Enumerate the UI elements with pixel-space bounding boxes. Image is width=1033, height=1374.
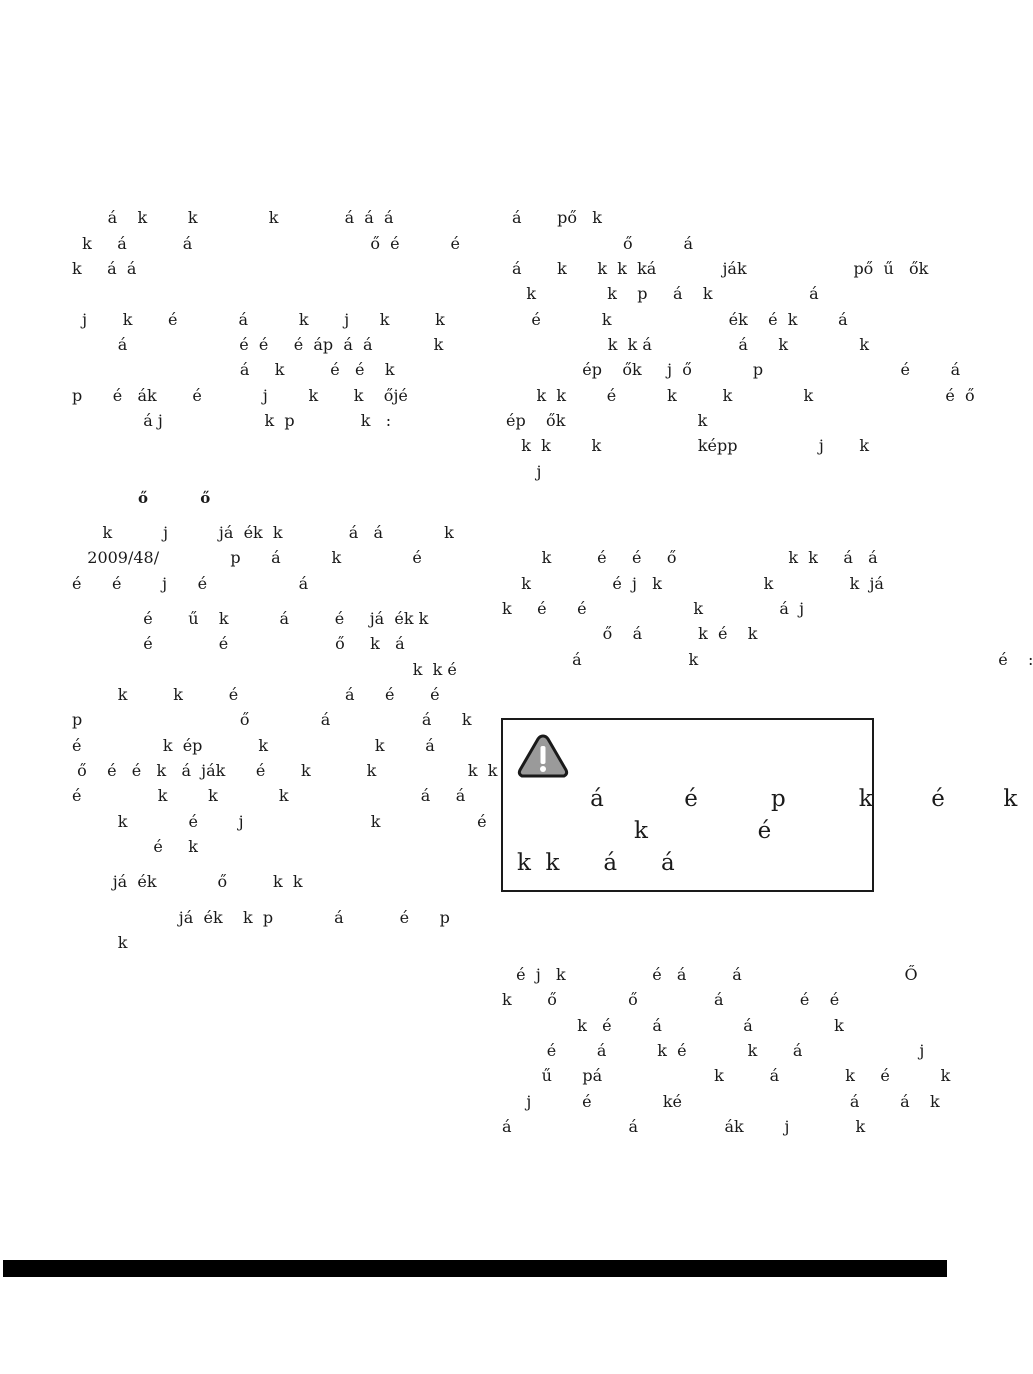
left-p4-line-10: é k [72,837,198,856]
right-p3-line-5: ű pá k á k é k [506,1066,951,1085]
right-p1-line-6: k k á á k k [506,335,870,354]
left-p3-line-1: k j já ék k á á k [72,523,454,542]
right-p2-line-1: k é é ő k k á á [506,548,878,567]
right-p2-line-5: á k é : [506,650,1033,669]
right-p2-line-3: k é é k á j [502,599,805,618]
warning-line-1: á é p k é k [517,786,1018,812]
left-p4-line-6: é k ép k k á [72,736,435,755]
left-p3-line-2: 2009/48/ p á k é [72,548,422,567]
right-p2-line-2: k é j k k k já [506,574,884,593]
footer-bar [3,1260,947,1277]
left-p2-line-2: á é é é áp á á k [72,335,444,354]
right-p1-line-3: á k k k ká ják pő ű ők [512,259,929,278]
left-p5-line-1: já ék ő k k [72,872,303,891]
right-p3-line-1: é j k é á á Ő [506,965,918,984]
left-p1-line-2: k á á ő é é [72,234,460,253]
right-p2-line-4: ő á k é k [506,624,758,643]
left-p4-line-7: ő é é k á ják é k k k k [72,761,498,780]
right-p3-line-6: j é ké á á k [506,1092,940,1111]
left-p6-line-1: já ék k p á é p [72,908,450,927]
left-p4-line-1: é ű k á é já ék k [72,609,429,628]
right-p1-line-7: ép ők j ő p é á [506,360,961,379]
warning-line-3: k k á á [517,850,675,876]
left-p4-line-9: k é j k é [72,812,487,831]
left-p4-line-3: k k é [72,660,457,679]
left-p1-line-3: k á á [72,259,137,278]
left-p4-line-2: é é ő k á [72,634,405,653]
section-heading: ő ő [138,489,211,507]
left-p6-line-2: k [72,933,128,952]
left-p1-line-1: á k k k á á á [72,208,394,227]
right-p1-line-2: ő á [506,234,694,253]
right-p3-line-4: é á k é k á j [506,1041,925,1060]
right-p1-line-4: k k p á k á [506,284,819,303]
warning-box [501,718,1018,892]
left-p2-line-1: j k é á k j k k [72,310,445,329]
left-p4-line-5: p ő á á k [72,710,472,729]
left-p2-line-3: á k é é k [72,360,395,379]
right-p1-line-10: k k k képp j k [506,436,870,455]
warning-line-2: k é [517,818,772,844]
right-p1-line-1: á pő k [512,208,602,227]
left-p2-line-4: p é ák é j k k őjé [72,386,408,405]
right-p1-line-9: ép ők k [506,411,708,430]
right-p1-line-5: é k ék é k á [506,310,848,329]
left-p2-line-5: á j k p k : [72,411,392,430]
left-p3-line-3: é é j é á [72,574,309,593]
right-p3-line-2: k ő ő á é é [502,990,840,1009]
left-p4-line-8: é k k k á á [72,786,466,805]
warning-triangle-icon [517,732,569,780]
right-p1-line-11: j [506,462,542,481]
right-p3-line-3: k é á á k [506,1016,844,1035]
right-p3-line-7: á á ák j k [502,1117,866,1136]
right-p1-line-8: k k é k k k é ő [506,386,975,405]
left-p4-line-4: k k é á é é [72,685,440,704]
